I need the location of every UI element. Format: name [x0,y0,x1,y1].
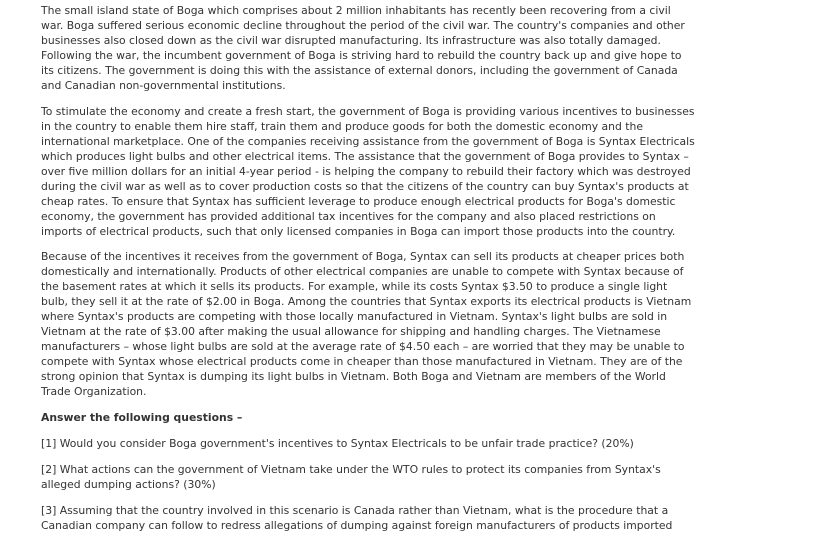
question-2: [2] What actions can the government of Vietnam take under the WTO rules to protect its companies from Syntax's alleged dumping actions? (30%) [41,462,661,491]
document-body [41,3,696,544]
paragraph-background: The small island state of Boga which comprises about 2 million inhabitants has recently been recovering from a civil war. Boga suffered serious economic decline throughout the period of the civil war. The country's companies and other businesses also closed down as the civil war disrupted manufacturing. Its infrastructure was also totally damaged. Following the war, the incumbent government of Boga is striving hard to rebuild the country back up and give hope to its citizens. The government is doing this with the assistance of external donors, including the government of Canada and Canadian non-governmental institutions. [41,4,685,92]
paragraph-incentives: To stimulate the economy and create a fresh start, the government of Boga is providing various incentives to businesses in the country to enable them hire staff, train them and produce goods for both the domestic economy and the international marketplace. One of the companies receiving assistance from the government of Boga is Syntax Electricals which produces light bulbs and other electrical items. The assistance that the government of Boga provides to Syntax – over five million dollars for an initial 4-year period - is helping the company to rebuild their factory which was destroyed during the civil war as well as to cover production costs so that the citizens of the country can buy Syntax's products at cheap rates. To ensure that Syntax has sufficient leverage to produce enough electrical products for Boga's domestic economy, the government has provided additional tax incentives for the company and also placed restrictions on imports of electrical products, such that only licensed companies in Boga can import those products into the country. [41,104,695,238]
question-3: [3] Assuming that the country involved in this scenario is Canada rather than Vietnam, what is the procedure that a Canadian company can follow to redress allegations of dumping against foreign manufacturers of products imported [41,503,673,532]
paragraph-dumping: Because of the incentives it receives from the government of Boga, Syntax can sell its products at cheaper prices both domestically and internationally. Products of other electrical companies are unable to compete with Syntax because of the basement rates at which it sells its products. For example, while its costs Syntax $3.50 to produce a single light bulb, they sell it at the rate of $2.00 in Boga. Among the countries that Syntax exports its electrical products is Vietnam where Syntax's products are competing with those locally manufactured in Vietnam. Syntax's light bulbs are sold in Vietnam at the rate of $3.00 after making the usual allowance for shipping and handling charges. The Vietnamese manufacturers – whose light bulbs are sold at the average rate of $4.50 each – are worried that they may be unable to compete with Syntax whose electrical products come in cheaper than those manufactured in Vietnam. They are of the strong opinion that Syntax is dumping its light bulbs in Vietnam. Both Boga and Vietnam are members of the World Trade Organization. [41,250,692,399]
question-1: [1] Would you consider Boga government's incentives to Syntax Electricals to be unfair trade practice? (20%) [41,436,634,450]
questions-heading: Answer the following questions – [41,410,243,424]
